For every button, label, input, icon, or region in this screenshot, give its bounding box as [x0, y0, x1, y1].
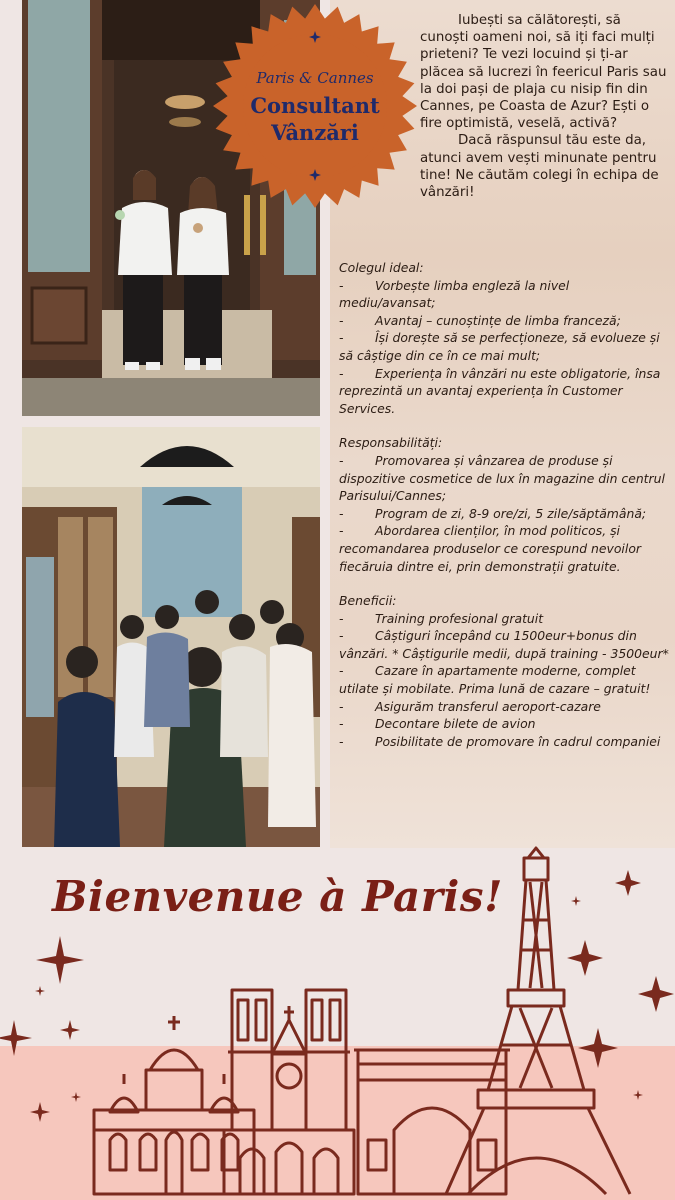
intro-text: [420, 12, 668, 201]
list-item: [339, 715, 669, 733]
list-item-dash: -: [339, 628, 344, 644]
list-item-text: Experiența în vânzări nu este obligatorie, însa reprezintă un avantaj experiența în Customer Services.: [339, 365, 661, 416]
footer-headline: Bienvenue à Paris!: [52, 872, 503, 921]
list-item-dash: -: [339, 365, 344, 381]
list-item: [339, 365, 669, 418]
details-section: [339, 259, 669, 417]
sparkle-star-icon: [0, 1020, 32, 1056]
list-item-dash: -: [339, 505, 344, 521]
list-item-text: Decontare bilete de avion: [375, 716, 536, 732]
list-item: [339, 522, 669, 575]
badge-location: Paris & Cannes: [256, 69, 374, 87]
eiffel-tower-illustration: [446, 848, 630, 1194]
photo-boutique-team: [22, 427, 320, 847]
list-item-dash: -: [339, 663, 344, 679]
list-item: [339, 733, 669, 751]
sparkle-star-icon: [571, 896, 581, 906]
job-details: [339, 259, 669, 767]
list-item-dash: -: [339, 610, 344, 626]
list-item-dash: -: [339, 698, 344, 714]
list-item-text: Cazare în apartamente moderne, complet utilate și mobilate. Prima lună de cazare – gratuit!: [339, 663, 651, 697]
list-item-text: Abordarea clienților, în mod politicos, și recomandarea produselor ce corespund nevoilor fiecăruia dintre ei, prin demonstrații gratuite.: [339, 523, 641, 574]
sparkle-star-icon: [35, 986, 45, 996]
list-item-dash: -: [339, 312, 344, 328]
list-item-dash: -: [339, 733, 344, 749]
list-item: [339, 277, 669, 312]
list-item-text: Program de zi, 8-9 ore/zi, 5 zile/săptămână;: [375, 505, 647, 521]
list-item-text: Vorbește limba engleză la nivel mediu/avansat;: [339, 277, 570, 311]
list-item-text: Avantaj – cunoștințe de limba franceză;: [375, 312, 621, 328]
paris-skyline-illustration: [0, 840, 675, 1200]
sparkle-star-icon: [71, 1092, 81, 1102]
sparkle-star-icon: [36, 936, 84, 984]
list-item: [339, 610, 669, 628]
list-item-text: Training profesional gratuit: [375, 610, 544, 626]
position-badge: [212, 3, 418, 209]
list-item-dash: -: [339, 330, 344, 346]
list-item: [339, 312, 669, 330]
sparkle-star-icon: [567, 940, 603, 976]
list-item: [339, 329, 669, 364]
intro-paragraph-1: Iubești sa călătorești, să cunoști oameni noi, să iți faci mulți prieteni? Te vezi locuind și ți-ar plăcea să lucrezi în feericul Paris sau la doi pași de plaja cu nisip fin din Cannes, pe Coasta de Azur? Ești o fire optimistă, veselă, activă?: [420, 13, 667, 132]
section-title: Colegul ideal:: [339, 260, 424, 275]
sparkle-star-icon: [633, 1090, 643, 1100]
list-item-text: Promovarea și vânzarea de produse și dispozitive cosmetice de lux în magazine din centrul Parisului/Cannes;: [339, 452, 665, 504]
sparkle-star-icon: [638, 976, 674, 1012]
section-title: Responsabilități:: [339, 435, 443, 451]
list-item-dash: -: [339, 523, 344, 539]
sparkle-stars: [0, 870, 674, 1122]
badge-title-line2: Vânzări: [271, 120, 359, 145]
sparkle-star-icon: [615, 870, 641, 896]
arc-de-triomphe-illustration: [354, 1050, 510, 1194]
list-item: [339, 662, 669, 697]
sacre-coeur-illustration: [94, 1016, 254, 1194]
list-item: [339, 505, 669, 523]
details-section: [339, 592, 669, 750]
notre-dame-illustration: [224, 990, 354, 1194]
sparkle-star-icon: [578, 1028, 618, 1068]
list-item-dash: -: [339, 277, 344, 293]
photo-boutique-team-illustration: [22, 427, 320, 847]
section-title: Beneficii:: [339, 593, 397, 609]
list-item-dash: -: [339, 716, 344, 732]
list-item: [339, 452, 669, 505]
badge-title-line1: Consultant: [250, 93, 380, 118]
list-item: [339, 627, 669, 662]
list-item: [339, 698, 669, 716]
intro-paragraph-2: Dacă răspunsul tău este da, atunci avem vești minunate pentru tine! Ne căutăm colegi în echipa de vânzări!: [420, 133, 659, 201]
list-item-text: Posibilitate de promovare în cadrul companiei: [375, 733, 661, 749]
list-item-text: Câștiguri începând cu 1500eur+bonus din vânzări. * Câștigurile medii, după training - 3500eur*: [339, 628, 669, 661]
details-section: [339, 434, 669, 575]
list-item-dash: -: [339, 452, 344, 468]
sparkle-star-icon: [60, 1020, 80, 1040]
sparkle-star-icon: [30, 1102, 50, 1122]
list-item-text: Își dorește să se perfecționeze, să evolueze și să câștige din ce în ce mai mult;: [339, 330, 660, 363]
list-item-text: Asigurăm transferul aeroport-cazare: [375, 698, 601, 714]
